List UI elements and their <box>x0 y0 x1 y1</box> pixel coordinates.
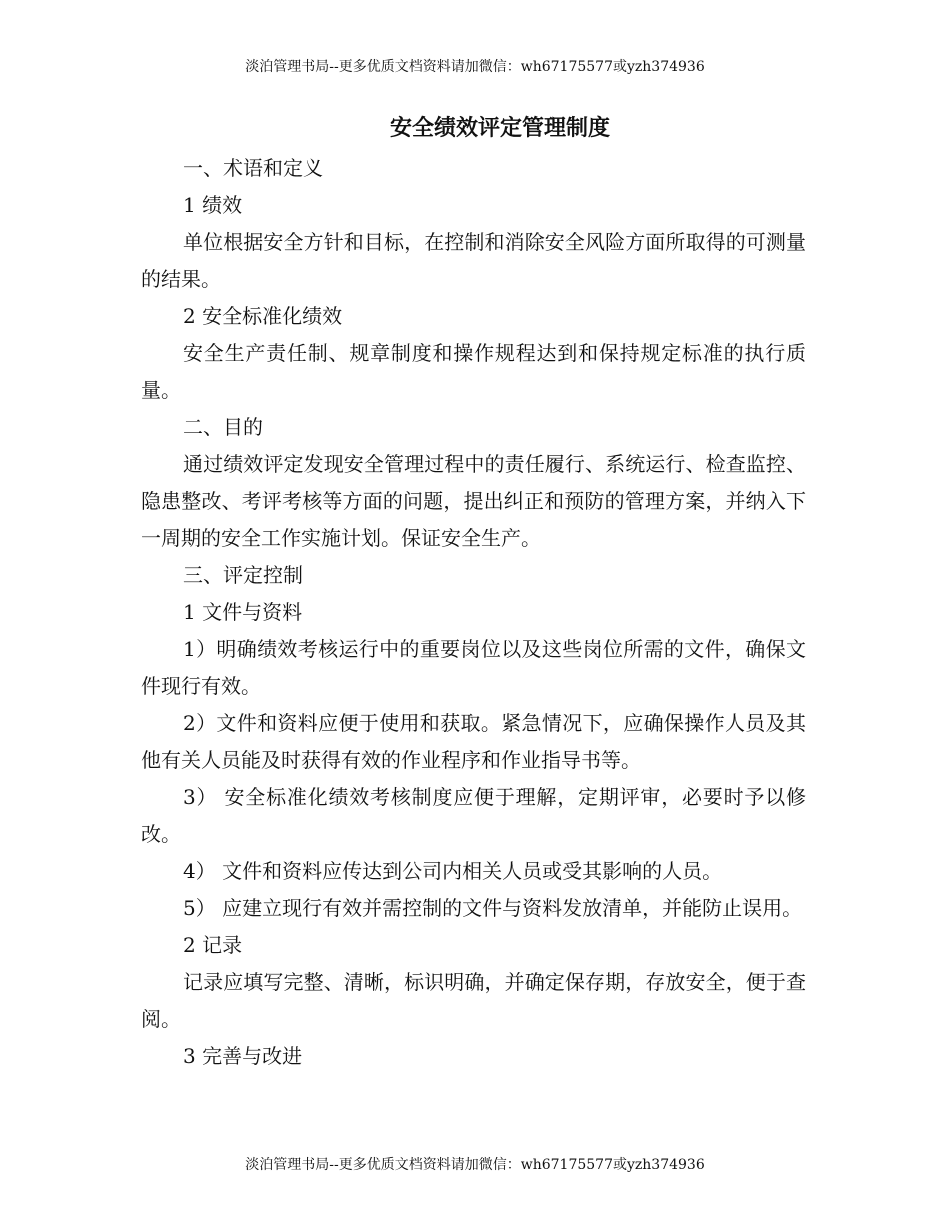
section-heading-terms: 一、术语和定义 <box>183 156 323 180</box>
document-body <box>141 150 806 1075</box>
paragraph-records: 记录应填写完整、清晰，标识明确，并确定保存期，存放安全，便于查阅。 <box>141 970 806 1031</box>
subheading-improvement: 3 完善与改进 <box>183 1044 303 1068</box>
subheading-records: 2 记录 <box>183 933 243 957</box>
section-heading-control: 三、评定控制 <box>183 563 303 587</box>
list-item-documents-1: 1）明确绩效考核运行中的重要岗位以及这些岗位所需的文件，确保文件现行有效。 <box>141 637 806 698</box>
page-header: 淡泊管理书局--更多优质文档资料请加微信：wh67175577或yzh374936 <box>245 59 705 75</box>
paragraph-purpose: 通过绩效评定发现安全管理过程中的责任履行、系统运行、检查监控、隐患整改、考评考核等方面的问题，提出纠正和预防的管理方案，并纳入下一周期的安全工作实施计划。保证安全生产。 <box>141 452 806 550</box>
list-item-documents-3: 3） 安全标准化绩效考核制度应便于理解，定期评审，必要时予以修改。 <box>141 785 806 846</box>
subheading-performance: 1 绩效 <box>183 193 243 217</box>
list-item-documents-2: 2）文件和资料应便于使用和获取。紧急情况下，应确保操作人员及其他有关人员能及时获得有效的作业程序和作业指导书等。 <box>141 711 806 772</box>
section-heading-purpose: 二、目的 <box>183 415 263 439</box>
paragraph-standardization-definition: 安全生产责任制、规章制度和操作规程达到和保持规定标准的执行质量。 <box>141 341 806 402</box>
document-title: 安全绩效评定管理制度 <box>389 116 610 141</box>
list-item-documents-4: 4） 文件和资料应传达到公司内相关人员或受其影响的人员。 <box>183 859 723 883</box>
subheading-standardization-performance: 2 安全标准化绩效 <box>183 304 343 328</box>
page-footer: 淡泊管理书局--更多优质文档资料请加微信：wh67175577或yzh374936 <box>245 1157 705 1173</box>
paragraph-performance-definition: 单位根据安全方针和目标，在控制和消除安全风险方面所取得的可测量的结果。 <box>141 230 806 291</box>
list-item-documents-5: 5） 应建立现行有效并需控制的文件与资料发放清单，并能防止误用。 <box>183 896 803 920</box>
subheading-documents: 1 文件与资料 <box>183 600 303 624</box>
